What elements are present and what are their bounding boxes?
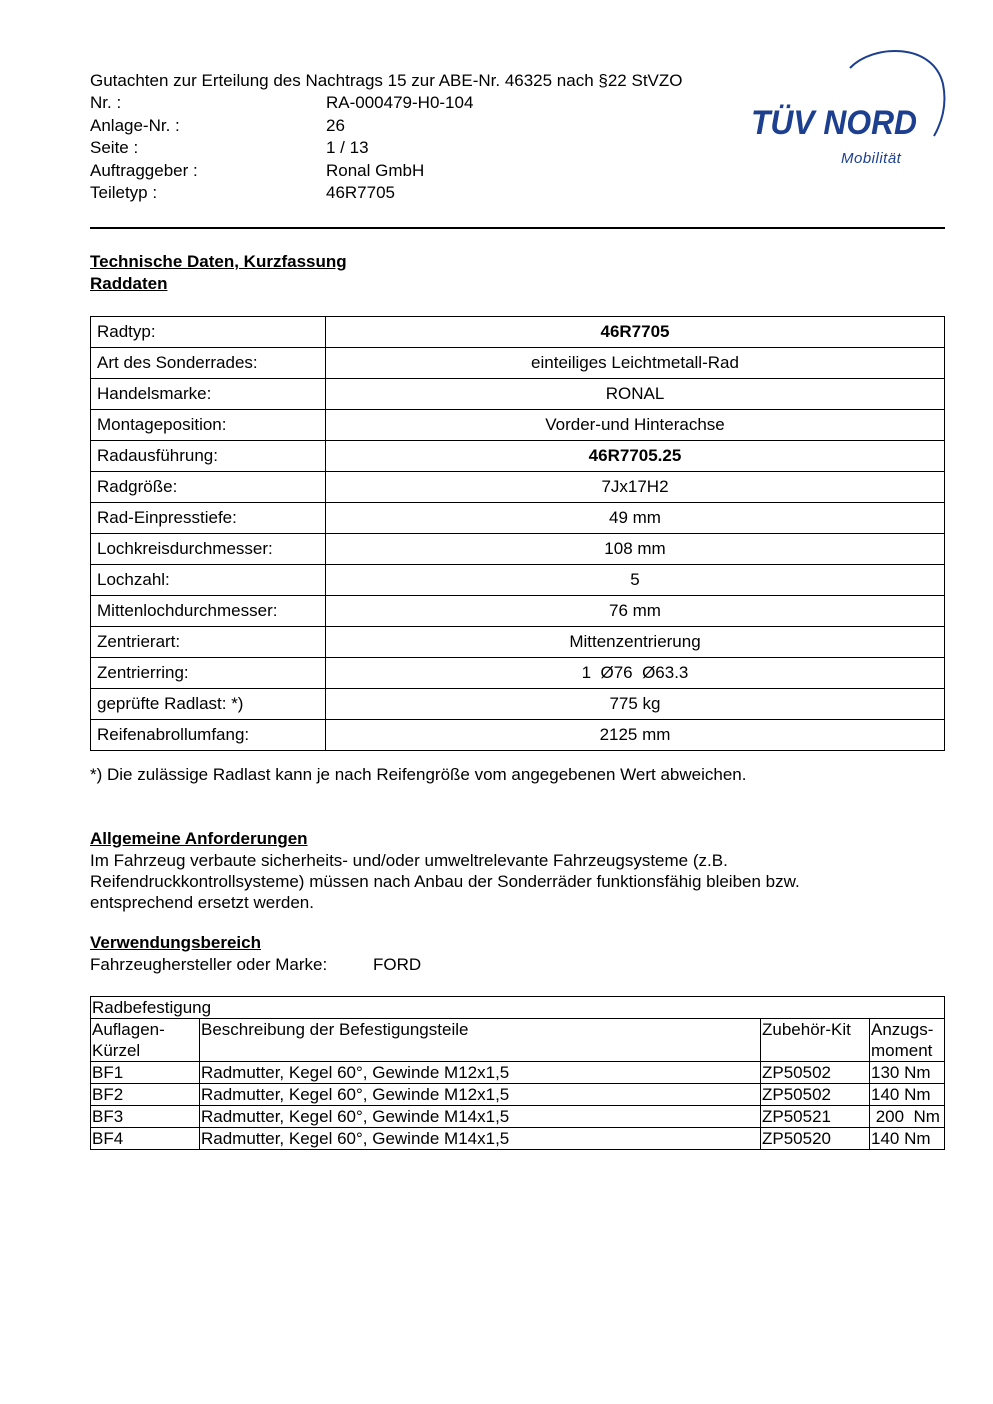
- table-row: [91, 410, 945, 441]
- table-row: [91, 441, 945, 472]
- table-row: [91, 658, 945, 689]
- header-code-line2: Kürzel: [92, 1041, 141, 1060]
- row-label: geprüfte Radlast: *): [91, 689, 326, 720]
- logo-sub-text: Mobilität: [841, 150, 902, 167]
- section-title: Allgemeine Anforderungen: [90, 829, 308, 848]
- header-torque-line1: Anzugs-: [871, 1020, 934, 1039]
- table-caption-row: [91, 997, 945, 1019]
- cell-kit: ZP50502: [761, 1062, 870, 1084]
- section-title: Verwendungsbereich: [90, 933, 261, 952]
- row-value: Vorder-und Hinterachse: [326, 410, 945, 441]
- table-caption: Radbefestigung: [91, 997, 945, 1019]
- manufacturer-value: FORD: [373, 955, 422, 974]
- row-label: Radausführung:: [91, 441, 326, 472]
- raddaten-table: [90, 316, 945, 751]
- cell-code: BF2: [91, 1084, 200, 1106]
- manufacturer-row: [90, 954, 421, 975]
- table-row: [91, 472, 945, 503]
- row-value: 46R7705.25: [326, 441, 945, 472]
- meta-row-auftraggeber: [90, 160, 750, 183]
- meta-value: Ronal GmbH: [326, 160, 425, 180]
- row-label: Montageposition:: [91, 410, 326, 441]
- meta-label: Seite :: [90, 138, 139, 157]
- meta-label: Auftraggeber :: [90, 160, 198, 180]
- radlast-footnote: *) Die zulässige Radlast kann je nach Reifengröße vom angegebenen Wert abweichen.: [90, 765, 747, 784]
- header-torque-line2: moment: [871, 1041, 933, 1060]
- cell-torque: 130 Nm: [870, 1062, 945, 1084]
- meta-row-anlage: [90, 115, 750, 138]
- header-torque: [870, 1019, 945, 1062]
- meta-label: Teiletyp :: [90, 183, 158, 202]
- row-value: 5: [326, 565, 945, 596]
- meta-label: Anlage-Nr. :: [90, 115, 180, 135]
- row-value: Mittenzentrierung: [326, 627, 945, 658]
- row-value: 76 mm: [326, 596, 945, 627]
- cell-code: BF3: [91, 1106, 200, 1128]
- row-label: Lochkreisdurchmesser:: [91, 534, 326, 565]
- cell-desc: Radmutter, Kegel 60°, Gewinde M12x1,5: [200, 1084, 761, 1106]
- cell-kit: ZP50520: [761, 1128, 870, 1150]
- cell-desc: Radmutter, Kegel 60°, Gewinde M12x1,5: [200, 1062, 761, 1084]
- row-value: 775 kg: [326, 689, 945, 720]
- section-title: Technische Daten, Kurzfassung: [90, 252, 347, 271]
- row-label: Reifenabrollumfang:: [91, 720, 326, 751]
- cell-torque: 140 Nm: [870, 1084, 945, 1106]
- logo-brand-text: TÜV NORD: [751, 104, 917, 142]
- document-title: Gutachten zur Erteilung des Nachtrags 15 zur ABE-Nr. 46325 nach §22 StVZO: [90, 71, 683, 90]
- cell-desc: Radmutter, Kegel 60°, Gewinde M14x1,5: [200, 1128, 761, 1150]
- table-row: [91, 596, 945, 627]
- table-row: [91, 348, 945, 379]
- row-value: RONAL: [326, 379, 945, 410]
- section-allgemeine-anforderungen: [90, 828, 950, 913]
- meta-value: 1 / 13: [326, 138, 369, 157]
- table-row: [91, 1084, 945, 1106]
- meta-label: Nr. :: [90, 93, 122, 112]
- row-value: 1 Ø76 Ø63.3: [326, 658, 945, 689]
- row-label: Zentrierring:: [91, 658, 326, 689]
- row-value: 7Jx17H2: [326, 472, 945, 503]
- table-row: [91, 503, 945, 534]
- row-label: Lochzahl:: [91, 565, 326, 596]
- section-subtitle: Raddaten: [90, 274, 168, 293]
- cell-code: BF1: [91, 1062, 200, 1084]
- row-value: einteiliges Leichtmetall-Rad: [326, 348, 945, 379]
- cell-desc: Radmutter, Kegel 60°, Gewinde M14x1,5: [200, 1106, 761, 1128]
- header-divider: [90, 227, 945, 229]
- table-row: [91, 1128, 945, 1150]
- row-value: 2125 mm: [326, 720, 945, 751]
- section-verwendungsbereich: [90, 932, 421, 975]
- cell-code: BF4: [91, 1128, 200, 1150]
- paragraph-line: Im Fahrzeug verbaute sicherheits- und/oder umweltrelevante Fahrzeugsysteme (z.B.: [90, 851, 728, 870]
- cell-kit: ZP50521: [761, 1106, 870, 1128]
- row-label: Radtyp:: [91, 317, 326, 348]
- radbefestigung-table: [90, 996, 945, 1150]
- row-label: Zentrierart:: [91, 627, 326, 658]
- table-row: [91, 1106, 945, 1128]
- paragraph-line: Reifendruckkontrollsysteme) müssen nach Anbau der Sonderräder funktionsfähig bleiben bzw.: [90, 872, 800, 891]
- header-desc: Beschreibung der Befestigungsteile: [200, 1019, 761, 1062]
- meta-row-teiletyp: [90, 182, 750, 205]
- meta-value: 26: [326, 115, 345, 135]
- cell-torque: 200 Nm: [870, 1106, 945, 1128]
- row-value: 46R7705: [326, 317, 945, 348]
- row-label: Art des Sonderrades:: [91, 348, 326, 379]
- header-code: [91, 1019, 200, 1062]
- row-value: 49 mm: [326, 503, 945, 534]
- document-header: [90, 70, 750, 205]
- meta-value: 46R7705: [326, 183, 396, 202]
- meta-row-seite: [90, 137, 750, 160]
- meta-value: RA-000479-H0-104: [326, 93, 474, 112]
- meta-row-nr: [90, 92, 750, 115]
- row-label: Rad-Einpresstiefe:: [91, 503, 326, 534]
- row-label: Mittenlochdurchmesser:: [91, 596, 326, 627]
- table-row: [91, 1062, 945, 1084]
- row-value: 108 mm: [326, 534, 945, 565]
- table-row: [91, 565, 945, 596]
- manufacturer-label: Fahrzeughersteller oder Marke:: [90, 955, 328, 974]
- table-row: [91, 379, 945, 410]
- table-row: [91, 627, 945, 658]
- table-row: [91, 689, 945, 720]
- paragraph-line: entsprechend ersetzt werden.: [90, 893, 314, 912]
- cell-kit: ZP50502: [761, 1084, 870, 1106]
- row-label: Handelsmarke:: [91, 379, 326, 410]
- header-code-line1: Auflagen-: [92, 1020, 165, 1039]
- row-label: Radgröße:: [91, 472, 326, 503]
- header-kit: Zubehör-Kit: [761, 1019, 870, 1062]
- table-row: [91, 317, 945, 348]
- table-header-row: [91, 1019, 945, 1062]
- tuv-nord-logo: [748, 46, 948, 176]
- cell-torque: 140 Nm: [870, 1128, 945, 1150]
- table-row: [91, 534, 945, 565]
- table-row: [91, 720, 945, 751]
- section-technische-daten: [90, 251, 347, 295]
